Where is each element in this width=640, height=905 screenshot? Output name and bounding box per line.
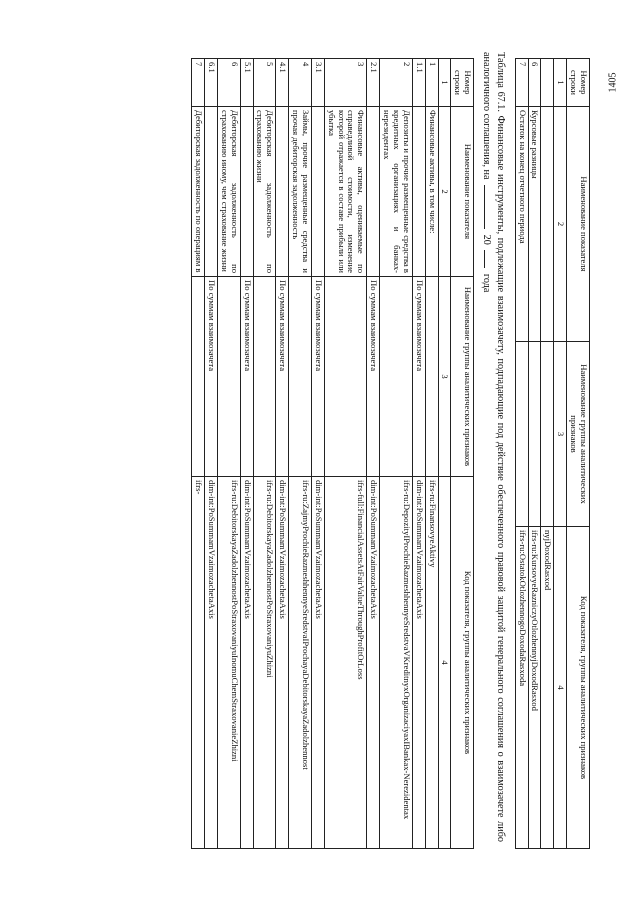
table-row (192, 59, 205, 849)
cell-num: 7 (192, 59, 205, 107)
cell-name: Остаток на конец отчетного периода (515, 107, 528, 342)
table-row (541, 59, 554, 849)
index-cell: 2 (438, 107, 451, 277)
cell-name: Дебиторская задолженность по страхованию жизни (253, 107, 276, 277)
table-row (515, 59, 528, 849)
header-code: Код показателя, группы аналитических признаков (451, 477, 474, 849)
cell-code: ifrs-ru:KursovyeRazniczyOtlozhennyjDoxodRasxod (528, 527, 541, 849)
rotated-page-content (30, 42, 590, 862)
index-cell: 3 (554, 342, 567, 527)
cell-group (425, 277, 438, 477)
table-header-row (451, 59, 474, 849)
cell-code: ifrs-ru:DepozityIProchieRazmeshhennyeSredstvaVKreditnyxOrganizaciyaxIBankax-Nerezidentax (380, 477, 413, 849)
cell-group: По суммам взаимозачета (205, 277, 218, 477)
cell-code: ifrs-ru:DebitorskayaZadolzhennostPoStraxovaniyuZhizni (253, 477, 276, 849)
cell-code: ifrs-full:FinancialAssetsAtFairValueThroughProfitOrLoss (324, 477, 367, 849)
cell-num: 6 (218, 59, 241, 107)
cell-group (192, 277, 205, 477)
cell-name (205, 107, 218, 277)
cell-group (289, 277, 312, 477)
cell-name: Финансовые активы, оцениваемые по справедливой стоимости, изменение которой отражается в составе прибыли или убытка (324, 107, 367, 277)
table-continuation (515, 58, 590, 849)
caption-year-prefix: 20 (481, 234, 493, 245)
cell-num: 4 (289, 59, 312, 107)
cell-name: Депозиты и прочие размещенные средства в кредитных организациях и банках-нерезидентах (380, 107, 413, 277)
index-cell: 1 (554, 59, 567, 107)
cell-name (312, 107, 325, 277)
cell-name (367, 107, 380, 277)
cell-name: Дебиторская задолженность по операциям в (192, 107, 205, 277)
cell-group (324, 277, 367, 477)
cell-name (240, 107, 253, 277)
page-number: 1405 (607, 72, 619, 93)
cell-code: dim-int:PoSummamVzaimozachetaAxis (240, 477, 253, 849)
cell-group (528, 342, 541, 527)
table-row (289, 59, 312, 849)
cell-num: 3 (324, 59, 367, 107)
cell-group: По суммам взаимозачета (240, 277, 253, 477)
header-group: Наименование группы аналитических признаков (451, 277, 474, 477)
cell-code: ifrs-ru:FinansovyeAktivy (425, 477, 438, 849)
header-group: Наименование группы аналитических признаков (567, 342, 590, 527)
cell-name (412, 107, 425, 277)
header-num: Номер строки (451, 59, 474, 107)
cell-num: 3.1 (312, 59, 325, 107)
cell-code: ifrs-ru:DebitorskayaZadolzhennostPoStraxovaniyuInomuChemStraxovanieZhizni (218, 477, 241, 849)
cell-num: 4.1 (276, 59, 289, 107)
cell-group: По суммам взаимозачета (367, 277, 380, 477)
table-row (312, 59, 325, 849)
header-name: Наименование показателя (567, 107, 590, 342)
cell-code: dim-int:PoSummamVzaimozachetaAxis (367, 477, 380, 849)
table-row (253, 59, 276, 849)
year-blank (485, 250, 486, 268)
cell-code: ifrs-ru:OstatokOtlozhennogoDoxodaRasxoda (515, 527, 528, 849)
header-code: Код показателя, группы аналитических признаков (567, 527, 590, 849)
cell-num: 7 (515, 59, 528, 107)
cell-name: Финансовые активы, в том числе: (425, 107, 438, 277)
cell-group (541, 342, 554, 527)
cell-num: 1.1 (412, 59, 425, 107)
cell-code: ifrs-ru:ZajmyProchieRazmeshhennyeSredstvaIProchayaDebitorskayaZadolzhennost (289, 477, 312, 849)
table-row (218, 59, 241, 849)
cell-num: 6.1 (205, 59, 218, 107)
index-cell: 4 (554, 527, 567, 849)
cell-code: dim-int:PoSummamVzaimozachetaAxis (276, 477, 289, 849)
cell-name: Курсовые разницы (528, 107, 541, 342)
cell-num (541, 59, 554, 107)
table-67-1 (191, 58, 474, 849)
table-row (276, 59, 289, 849)
table-row (324, 59, 367, 849)
cell-group (380, 277, 413, 477)
caption-text: Таблица 67.1. Финансовые инструменты, подлежащие взаимозачету, подпадающие под действие обеспеченного правовой защитой генерального соглашения о взаимозачете либо аналогичного соглашения, на (481, 52, 506, 842)
index-cell: 4 (438, 477, 451, 849)
cell-code: dim-int:PoSummamVzaimozachetaAxis (205, 477, 218, 849)
cell-num: 2.1 (367, 59, 380, 107)
cell-group: По суммам взаимозачета (276, 277, 289, 477)
table-caption (480, 52, 507, 842)
cell-group (515, 342, 528, 527)
index-cell: 2 (554, 107, 567, 342)
cell-code: dim-int:PoSummamVzaimozachetaAxis (312, 477, 325, 849)
cell-name: Займы, прочие размещенные средства и прочая дебиторская задолженность (289, 107, 312, 277)
caption-year-suffix: года (481, 273, 493, 293)
table-row (425, 59, 438, 849)
cell-num: 1 (425, 59, 438, 107)
table-index-row (554, 59, 567, 849)
table-row (380, 59, 413, 849)
cell-group (253, 277, 276, 477)
cell-code: dim-int:PoSummamVzaimozachetaAxis (412, 477, 425, 849)
cell-group (218, 277, 241, 477)
table-row (205, 59, 218, 849)
date-blank (485, 185, 486, 229)
cell-num: 6 (528, 59, 541, 107)
cell-code: nyjDoxodRasxod (541, 527, 554, 849)
index-cell: 1 (438, 59, 451, 107)
table-row (240, 59, 253, 849)
cell-group: По суммам взаимозачета (412, 277, 425, 477)
cell-name (541, 107, 554, 342)
index-cell: 3 (438, 277, 451, 477)
table-row (528, 59, 541, 849)
cell-name (276, 107, 289, 277)
cell-name: Дебиторская задолженность по страхованию иному, чем страхование жизни (218, 107, 241, 277)
header-name: Наименование показателя (451, 107, 474, 277)
cell-num: 5 (253, 59, 276, 107)
header-num: Номер строки (567, 59, 590, 107)
cell-code: ifrs- (192, 477, 205, 849)
cell-num: 2 (380, 59, 413, 107)
cell-group: По суммам взаимозачета (312, 277, 325, 477)
cell-num: 5.1 (240, 59, 253, 107)
table-header-row (567, 59, 590, 849)
table-index-row (438, 59, 451, 849)
table-row (367, 59, 380, 849)
table-row (412, 59, 425, 849)
